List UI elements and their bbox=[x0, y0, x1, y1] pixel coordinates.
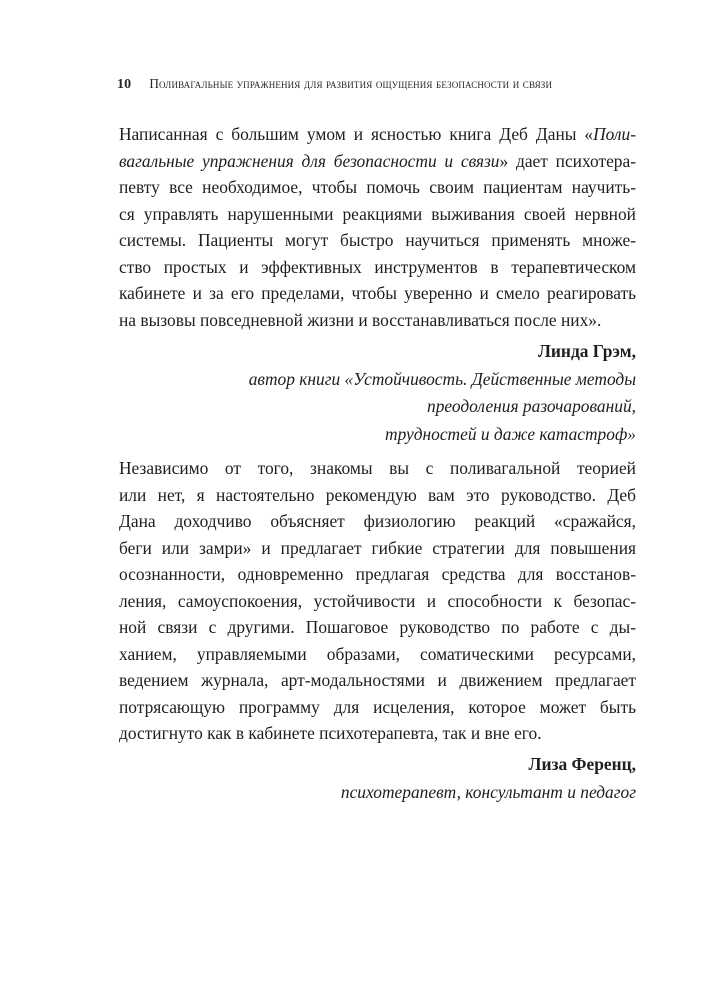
attribution-1 bbox=[119, 338, 636, 448]
quote-2-line: ханием, управляемыми образами, соматическими ресурсами, bbox=[119, 643, 636, 664]
quote-2-line: ления, самоуспокоения, устойчивости и способности к безопас- bbox=[119, 590, 636, 611]
quote-1-line: на вызовы повседневной жизни и восстанавливаться после них». bbox=[119, 309, 602, 330]
endorsement-quote-2 bbox=[119, 455, 636, 747]
quote-1-line: вагальные упражнения для безопасности и связи» дает психотера- bbox=[119, 150, 636, 171]
attribution-2 bbox=[119, 751, 636, 806]
quote-1-line: Написанная с большим умом и ясностью книга Деб Даны «Поли- bbox=[119, 124, 636, 144]
quote-2-line: ной связи с другими. Пошаговое руководство по работе с ды- bbox=[119, 617, 636, 637]
quote-2-line: беги или замри» и предлагает гибкие стратегии для повышения bbox=[119, 537, 636, 558]
running-head bbox=[117, 76, 637, 96]
author-name: Линда Грэм, bbox=[537, 341, 636, 361]
quote-1-line: певту все необходимое, чтобы помочь своим пациентам научить- bbox=[119, 177, 636, 197]
quote-1-line: системы. Пациенты могут быстро научиться применять множе- bbox=[119, 230, 636, 250]
quote-2-line: потрясающую программу для исцеления, которое может быть bbox=[119, 696, 636, 717]
author-description-line: преодоления разочарований, bbox=[427, 396, 636, 416]
running-head-title: Поливагальные упражнения для развития ощущения безопасности и связи bbox=[149, 76, 553, 91]
quote-2-line: ведением журнала, арт-модальностями и движением предлагает bbox=[119, 670, 636, 690]
author-description-line: трудностей и даже катастроф» bbox=[385, 423, 636, 444]
author-name: Лиза Ференц, bbox=[528, 754, 636, 774]
author-description-line: психотерапевт, консультант и педагог bbox=[340, 781, 636, 802]
author-description-line: автор книги «Устойчивость. Действенные методы bbox=[248, 368, 636, 389]
quote-1-line: ство простых и эффективных инструментов в терапевтическом bbox=[119, 256, 636, 277]
quote-1-line: ся управлять нарушенными реакциями выживания своей нервной bbox=[119, 203, 636, 224]
page-number: 10 bbox=[117, 77, 132, 92]
quote-2-line: или нет, я настоятельно рекомендую вам это руководство. Деб bbox=[119, 484, 636, 505]
quote-2-line: достигнуто как в кабинете психотерапевта, так и вне его. bbox=[119, 723, 542, 743]
quote-2-line: Дана доходчиво объясняет физиологию реакций «сражайся, bbox=[119, 511, 636, 531]
quote-2-line: Независимо от того, знакомы вы с поливагальной теорией bbox=[119, 458, 636, 478]
endorsement-quote-1 bbox=[119, 121, 636, 333]
quote-1-line: кабинете и за его пределами, чтобы уверенно и смело реагировать bbox=[119, 283, 636, 303]
quote-2-line: осознанности, одновременно предлагая средства для восстанов- bbox=[119, 564, 636, 584]
